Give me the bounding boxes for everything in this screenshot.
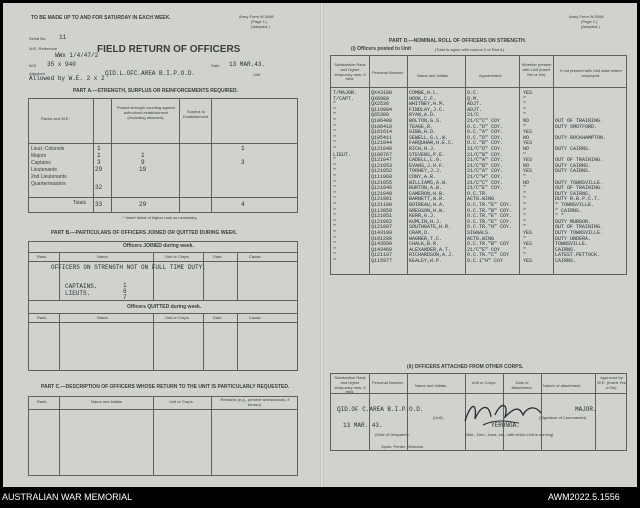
rank-label: Quartermasters [31,181,66,187]
roll-cell: " [333,162,337,169]
col-name-initials: Name and Initials. [91,399,124,404]
roll-cell: BARNETT,W.R. [409,196,446,203]
rank-label: 2nd Lieutenants [31,174,67,180]
roll-cell: T/MAJOR. [333,90,358,96]
col-name-initials: Name and Initials. [417,73,450,78]
roll-cell: " [333,179,337,186]
col-substantive-rank: Substantive Rank and higher temporary rank, if held. [334,62,366,82]
roll-cell: Q121048 [371,146,393,152]
roll-cell: 21/C"E" COY [467,246,501,253]
roll-cell: Q121062 [371,218,393,225]
roll-cell: Q100767 [371,151,393,158]
roll-cell: BOLTON,G.S. [409,118,443,124]
roll-cell: " [333,230,337,236]
adapted-label-right: (Adapted.) [581,24,600,29]
roll-cell: CADELL,L.G. [409,157,443,164]
roll-cell: Q.M. [467,95,480,102]
rank-label: Captains [31,160,51,166]
roll-cell: " [333,168,337,175]
roll-cell: YES [523,258,533,264]
form-title: FIELD RETURN OF OFFICERS [97,44,241,55]
roll-cell: " [523,190,527,197]
roll-cell: " [523,224,527,231]
roll-cell: Q121055 [371,179,393,186]
roll-cell: " [333,134,337,141]
attached-label: Attached [29,71,45,76]
att-col-personal-number: Personal Number. [371,380,404,385]
roll-cell: LATEST.PETTOCK. [555,252,601,259]
roll-cell: " [523,218,527,225]
roll-cell: Q121046 [371,185,393,192]
col-unit: Unit or Corps. [169,399,194,404]
joined-count-3: 7 [123,294,127,301]
roll-cell: " [333,246,337,253]
roll-cell: GREGSON,H.W. [409,207,446,214]
roll-cell: O.C.TR."C" COY [467,252,510,259]
roll-cell: TEAGE,R. [409,123,434,130]
made-up-note: TO BE MADE UP TO AND FOR SATURDAY IN EACH WEEK. [31,15,171,21]
roll-cell: Q119084 [371,106,393,113]
roll-cell: " [333,252,337,259]
roll-cell: Q101200 [371,235,393,242]
unit-label: Unit [253,72,261,77]
roll-cell: KEALEY,H.P. [409,258,443,264]
roll-cell: O.C.TR."H" COY. [467,224,513,231]
posted-cell: 9 [141,159,145,166]
roll-cell: ADJT. [467,101,483,108]
roll-cell: Q121081 [371,196,393,203]
roll-cell: " [333,224,337,231]
roll-cell: " [523,123,527,130]
roll-cell: Q121044 [371,140,393,147]
despatch-label: (Date of Despatch). [375,432,410,437]
roll-cell: " [333,241,337,248]
joined-count-2: 6 [123,288,127,295]
despatch-date: 13 MAR. 43. [343,422,383,429]
col-ranks-we: Ranks and W.E. [41,116,70,121]
roll-cell: OUT OF TRAINING. [555,185,604,192]
roll-cell: " [333,207,337,214]
place-label: (Bde., Divn., Area, etc., with which Unit is serving) [465,432,554,437]
roll-cell: NO [523,118,530,124]
roll-cell: Q143500 [371,241,393,248]
posted-total: 29 [139,201,147,208]
roll-cell: " [333,185,337,192]
roll-cell: O.C. [467,90,480,96]
roll-cell: KUMLIN,H.J. [409,218,443,225]
roll-cell: 2i/C [467,112,480,119]
quitted-heading: Officers QUITTED during week. [127,304,202,310]
roll-cell: ACTG.WING [467,196,495,203]
part-a-note: * Insert detail of higher rank as necessary. [123,215,198,220]
roll-cell: BURTON,A.B. [409,185,443,192]
roll-cell: " [333,118,337,124]
part-d-sub-i: (i) Officers posted to Unit [351,46,411,52]
joined-line: OFFICERS ON STRENGTH NOT ON FULL TIME DUTY. [51,264,206,271]
roll-cell: Q111068 [371,174,393,180]
part-c-table [28,396,298,476]
place-value: YERONGA. [491,422,520,429]
att-col-approved: Approved by W.E. (Insert Yes or No). [597,375,626,390]
joined-heading: Officers JOINED during week. [123,243,194,249]
page-label-right: (Page 2.) [581,19,598,24]
roll-cell: " [333,174,337,180]
roll-cell: CAIRNS. [555,258,577,264]
rank-label: Majors [31,153,47,159]
roll-cell: DUTY CAIRNS. [555,162,592,169]
part-d-heading: PART D.—NOMINAL ROLL OF OFFICERS ON STRENGTH. [389,38,526,44]
roll-cell: " [523,246,527,253]
col-present: Whether present with Unit (Insert Yes or No). [521,62,552,77]
roll-cell: NO [523,179,530,186]
roll-cell: " [333,157,337,164]
reinf-cell: 3 [241,159,245,166]
roll-cell: ACTG.WING [467,235,495,242]
roll-cell: " [333,112,337,119]
roll-cell: DUTY TOWNSVILLE. [555,179,604,186]
roll-cell: Q121047 [371,157,393,164]
page-fold [320,3,324,487]
roll-cell: " [333,235,337,242]
date-value: 13 MAR.43. [229,61,266,68]
col-appointment: Appointment. [479,73,503,78]
roll-cell: " [523,196,527,203]
roll-cell: O.C."B" COY. [467,140,504,147]
rank-label: Lieutenants [31,167,57,173]
col-remarks: Remarks (e.g., present whereabouts, if known). [220,397,290,407]
serial-label: Serial No. [29,36,47,41]
roll-cell: YES [523,230,533,236]
roll-cell: DUTY SMOTFORD. [555,123,598,130]
roll-cell: 21/C"E" COY. [467,185,504,192]
roll-cell: " [523,213,527,220]
roll-cell: NO [523,134,530,141]
roll-cell: YES [523,168,533,175]
roll-cell: " [523,101,527,108]
col-posted-strength: Posted strength counting against authorized establishment (excluding attached). [116,105,176,120]
roll-cell: DUTY UNDERA. [555,235,592,242]
roll-cell: " [523,235,527,242]
roll-cell: Q121100 [371,202,393,208]
field-return-document [3,3,637,487]
joined-rank-lieuts: LIEUTS. [65,290,91,297]
adapted-label-left: (Adapted.) [251,24,270,29]
roll-cell: " [523,185,527,192]
roll-cell: OUT OF TRAINING. [555,157,604,164]
roll-cell: Q161614 [371,129,393,136]
roll-cell: WHITNEY,H.M. [409,101,446,108]
we-cell: 32 [95,184,103,191]
roll-cell: " [333,218,337,225]
we-total: 33 [95,201,103,208]
roll-cell: " [523,95,527,102]
we-cell: 1 [97,152,101,159]
roll-cell: " [523,174,527,180]
roll-cell: " [333,129,337,136]
footer-accession: AWM2022.5.1556 [548,492,620,502]
roll-cell: " [333,202,337,208]
roll-cell: DUTY R.B.P.C.T. [555,196,601,203]
joined-count-1: 1 [123,282,127,289]
col-name: Name. [97,315,109,320]
roll-cell: QX43188 [371,90,393,96]
roll-cell: Q143199 [371,230,393,236]
date-label: Date [211,63,220,68]
att-col-unit: Unit or Corps. [471,380,497,385]
col-name: Name. [97,254,109,259]
roll-cell: RICHARDSON,A.J. [409,252,455,259]
roll-cell: " [333,146,337,152]
roll-cell: " [333,190,337,197]
roll-cell: O.C.TR."E" COY. [467,213,513,220]
roll-cell: 21/C"B" COY. [467,151,504,158]
roll-cell: Q121107 [371,252,393,259]
roll-cell: T/CAPT. [333,95,355,102]
roll-cell: " [333,196,337,203]
roll-cell: " " [555,213,565,220]
roll-cell: Q121049 [371,190,393,197]
roll-cell: " [333,258,337,264]
sign-rank: MAJOR. [575,406,597,413]
unit-value: QID.L.OFC.AREA B.I.P.O.D. [105,70,196,77]
roll-cell: O.C."D" COY. [467,134,504,141]
roll-cell: CONY,A.R. [409,174,437,180]
col-date: Date. [213,254,223,259]
roll-cell: " [333,106,337,113]
army-form-label-right: Army Form W.3008 [569,14,604,19]
col-personal-number: Personal Number. [371,70,404,75]
roll-cell: KERR,G.J. [409,213,437,220]
roll-cell: DUTY ROCKHAMPTON. [555,134,607,141]
col-cause: Cause. [249,254,262,259]
roll-cell: O.C.TR."B" COY [467,241,510,248]
roll-cell: O.C.1"H" COY [467,258,504,264]
posted-cell: 19 [139,166,147,173]
roll-cell: WAGNER,T.C. [409,235,443,242]
roll-cell: " [333,140,337,147]
roll-cell: Q121052 [371,168,393,175]
roll-cell: Q105411 [371,134,393,141]
roll-cell: STEVENS,P.E. [409,151,446,158]
posted-cell: 1 [141,152,145,159]
printer-note: Spots. Printer, Brisbane. [381,444,425,449]
roll-cell: RICH,H.J. [409,146,437,152]
roll-cell: YES [523,90,533,96]
part-b-heading: PART B.—PARTICULARS OF OFFICERS JOINED OR QUITTED DURING WEEK. [51,230,238,236]
roll-cell: CAMERON,H.B. [409,190,446,197]
rank-label: Lieut.-Colonels [31,146,65,152]
we-label: W.E. [29,63,38,68]
roll-cell: HOOK,C.F. [409,95,437,102]
roll-cell: ALEXANDER,A.T. [409,246,452,253]
roll-cell: 21/C"D" COY. [467,146,504,152]
we-value: 35 x 940 [47,61,76,68]
roll-cell: " [523,151,527,158]
roll-cell: BOIREAU,H.A. [409,202,446,208]
totals-label: Totals [73,200,87,206]
sign-unit: QID.OF C.AREA B.I.P.O.D. [337,406,424,413]
sign-label: (Signature of Commander) [539,415,587,420]
roll-cell: 21/C"A" COY. [467,157,504,164]
roll-cell: 21/C"C" COY. [467,179,504,186]
roll-cell: GIBB,H.D. [409,129,437,136]
roll-cell: NO [523,146,530,152]
roll-cell: LIEUT. [333,151,352,158]
roll-cell: Q106408 [371,118,393,124]
att-col-name: Name and Initials. [415,383,448,388]
roll-cell: " [333,101,337,108]
roll-cell: SEWELL,G.L.W. [409,134,449,141]
roll-cell: OUT OF TRAINING. [555,118,604,124]
we-cell: 29 [95,166,103,173]
roll-cell: RYAN,A.D. [409,112,437,119]
roll-cell: O.C.TR."B" COY. [467,207,513,214]
we-cell: 3 [97,159,101,166]
roll-cell: DUTY CAIRNS. [555,168,592,175]
roll-cell: OUT OF TRAINING. [555,224,604,231]
joined-rank-captains: CAPTAINS. [65,283,98,290]
part-d-sub-i-note: (Total to agree with column 2 of Part A). [435,47,506,52]
we-reference-label: W.E. Reference [29,46,58,51]
part-a-heading: PART A.—STRENGTH, SURPLUS OR REINFORCEMENTS REQUIRED. [73,88,239,94]
roll-cell: O.C.TR. [467,190,489,197]
col-cause: Cause. [249,315,262,320]
roll-cell: " [333,123,337,130]
roll-cell: DUTY CAIRNS. [555,146,592,152]
roll-cell: " [333,213,337,220]
col-date: Date. [213,315,223,320]
page-label-left: (Page 1.) [251,19,268,24]
roll-cell: TOOHEY,J.J. [409,168,443,175]
roll-cell: " CAIRNS. [555,207,583,214]
roll-cell: " [523,112,527,119]
footer-bar [0,487,640,508]
roll-cell: FARQUHAR,H.E.C. [409,140,455,147]
roll-cell: SOUTHGATE,H.R. [409,224,452,231]
roll-cell: WILLIAMS,A.W. [409,179,449,186]
roll-cell: 21/C"B" COY. [467,162,504,169]
roll-cell: Q121053 [371,162,393,169]
roll-cell: NO [523,162,530,169]
reinf-cell: 1 [241,145,245,152]
roll-cell: DUTY TOWNSVILLE. [555,230,604,236]
roll-cell: O.C.TR."E" COY. [467,218,513,225]
footer-institution: AUSTRALIAN WAR MEMORIAL [2,492,133,502]
roll-cell: Q113850 [371,207,393,214]
roll-cell: " [523,202,527,208]
roll-cell: Q106410 [371,123,393,130]
attached-value: Allowed by W.E. 2 x 2 [29,75,105,82]
serial-value: 11 [59,34,67,41]
reinf-total: 4 [241,201,245,208]
part-d-sub-ii: (ii) OFFICERS ATTACHED FROM OTHER CORPS. [407,364,524,370]
att-col-rank: Substantive Rank and higher temporary rank, if held. [334,375,366,395]
roll-cell: " [523,252,527,259]
roll-cell: " TOWNSVILLE. [555,202,595,208]
col-rank: Rank. [37,254,48,259]
part-c-heading: PART C.—DESCRIPTION OF OFFICERS WHOSE RETURN TO THE UNIT IS PARTICULARLY REQUESTED. [41,384,290,390]
roll-cell: TOWNSVILLE. [555,241,589,248]
roll-cell: DUTY MURGON. [555,218,592,225]
roll-cell: QX2536 [371,101,390,108]
roll-cell: EVANS,J.H.F. [409,162,446,169]
roll-cell: CHALK,B.R. [409,241,440,248]
roll-cell: CAIRNS. [555,246,577,253]
roll-cell: FINDLAY,J.C. [409,106,446,113]
roll-cell: COMBE,H.L. [409,90,440,96]
roll-cell: Q65380 [371,112,390,119]
att-col-nature: Nature of attachment. [543,383,582,388]
col-unit: Unit or Corps. [165,315,190,320]
roll-cell: O.C."D" COY. [467,123,504,130]
roll-cell: Q143468 [371,246,393,253]
roll-cell: 21/C"A" COY. [467,168,504,175]
col-surplus: Surplus to Establishment. [183,109,210,119]
army-form-label-left: Army Form W.3008 [239,14,274,19]
roll-cell: Q121051 [371,213,393,220]
roll-cell: " [523,106,527,113]
roll-cell: CRAM,D. [409,230,431,236]
att-col-date: Date of Attachment. [511,380,533,390]
col-rank: Rank. [37,315,48,320]
roll-cell: SIGNALS. [467,230,492,236]
roll-cell: YES [523,241,533,248]
roll-cell: DUTY CAIRNS. [555,190,592,197]
roll-cell: Q115977 [371,258,393,264]
roll-cell: ADJT. [467,106,483,113]
roll-cell: QX6089 [371,95,390,102]
roll-cell: 21/C"H" COY. [467,174,504,180]
we-reference-value: WWx 1/4/47/2 [55,52,99,59]
roll-cell: YES [523,140,533,147]
roll-cell: " [523,207,527,214]
roll-cell: YES [523,157,533,164]
roll-cell: 21/C"C" COY [467,118,501,124]
roll-cell: O.C.TR."E" COY. [467,202,513,208]
col-employed: If not present with Unit state where employed. [560,68,622,78]
sign-unit-label: (Unit) [433,415,443,420]
col-unit: Unit or Corps. [165,254,190,259]
roll-cell: O.C."A" COY. [467,129,504,136]
we-cell: 1 [97,145,101,152]
roll-cell: YES [523,129,533,136]
roll-cell: Q121007 [371,224,393,231]
col-rank: Rank. [37,399,48,404]
